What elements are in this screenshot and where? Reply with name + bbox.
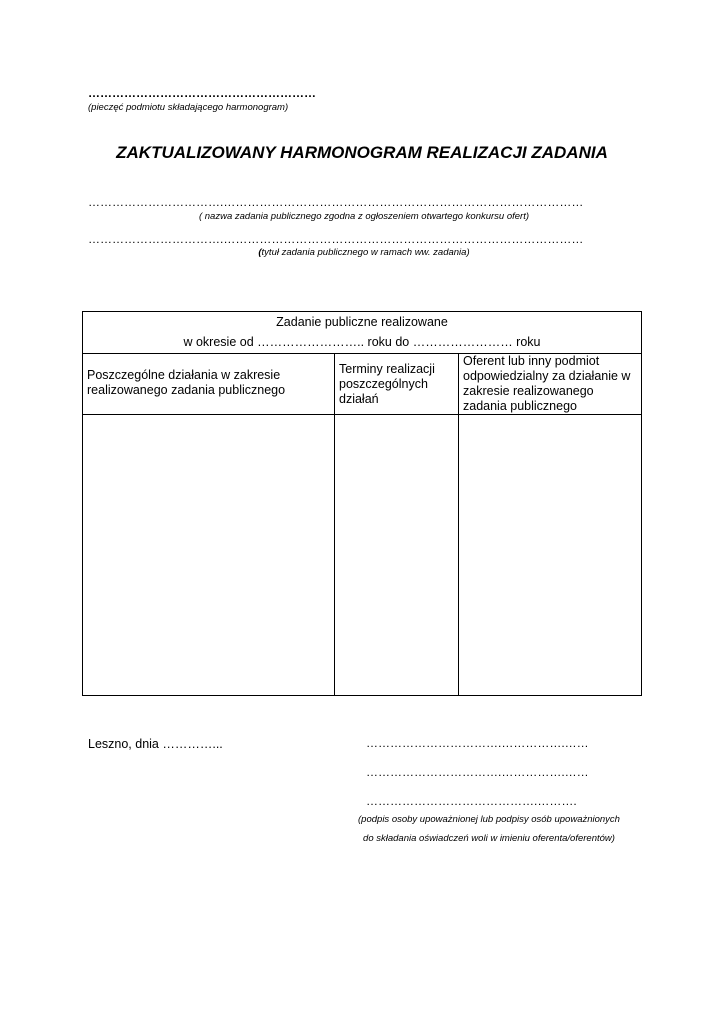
activities-cell[interactable] — [83, 415, 335, 696]
signature-caption-line-1: (podpis osoby upoważnionej lub podpisy osób upoważnionych — [358, 814, 620, 825]
task-name-caption: ( nazwa zadania publicznego zgodna z ogłoszeniem otwartego konkursu ofert) — [198, 211, 530, 222]
task-title-caption-bracket: ( — [258, 247, 262, 258]
task-title-caption — [88, 247, 640, 258]
signature-line-2[interactable]: …………………………….…………….…… — [366, 765, 589, 779]
responsible-cell[interactable] — [459, 415, 642, 696]
task-title-caption-text: tytuł zadania publicznego w ramach ww. zadania) — [261, 247, 470, 258]
column-header-responsible: Oferent lub inny podmiot odpowiedzialny za działanie w zakresie realizowanego zadania publicznego — [459, 354, 642, 415]
schedule-table — [82, 311, 642, 696]
table-row — [83, 415, 642, 696]
column-header-deadlines: Terminy realizacji poszczególnych działań — [335, 354, 459, 415]
task-title-dotted-line[interactable]: …………………………….……………………………………………………………………………… — [88, 232, 584, 246]
signature-line-1[interactable]: …………………………….…………….…… — [366, 736, 589, 750]
period-header-title: Zadanie publiczne realizowane — [276, 315, 448, 329]
column-header-activities: Poszczególne działania w zakresie realizowanego zadania publicznego — [83, 354, 335, 415]
stamp-dotted-line: ………………………………………………… — [88, 86, 316, 100]
period-range[interactable]: w okresie od …………………….. roku do …………………… roku — [183, 335, 541, 349]
deadlines-cell[interactable] — [335, 415, 459, 696]
table-period-header — [83, 312, 642, 354]
signature-caption-line-2: do składania oświadczeń woli w imieniu oferenta/oferentów) — [363, 833, 615, 844]
signature-line-3[interactable]: …………………………………….………. — [366, 794, 577, 808]
document-title: ZAKTUALIZOWANY HARMONOGRAM REALIZACJI ZADANIA — [116, 143, 608, 162]
task-name-dotted-line[interactable]: …………………………….……………………………………………………………………………… — [88, 195, 584, 209]
place-date[interactable]: Leszno, dnia …………... — [88, 737, 223, 751]
stamp-caption: (pieczęć podmiotu składającego harmonogram) — [88, 102, 289, 113]
